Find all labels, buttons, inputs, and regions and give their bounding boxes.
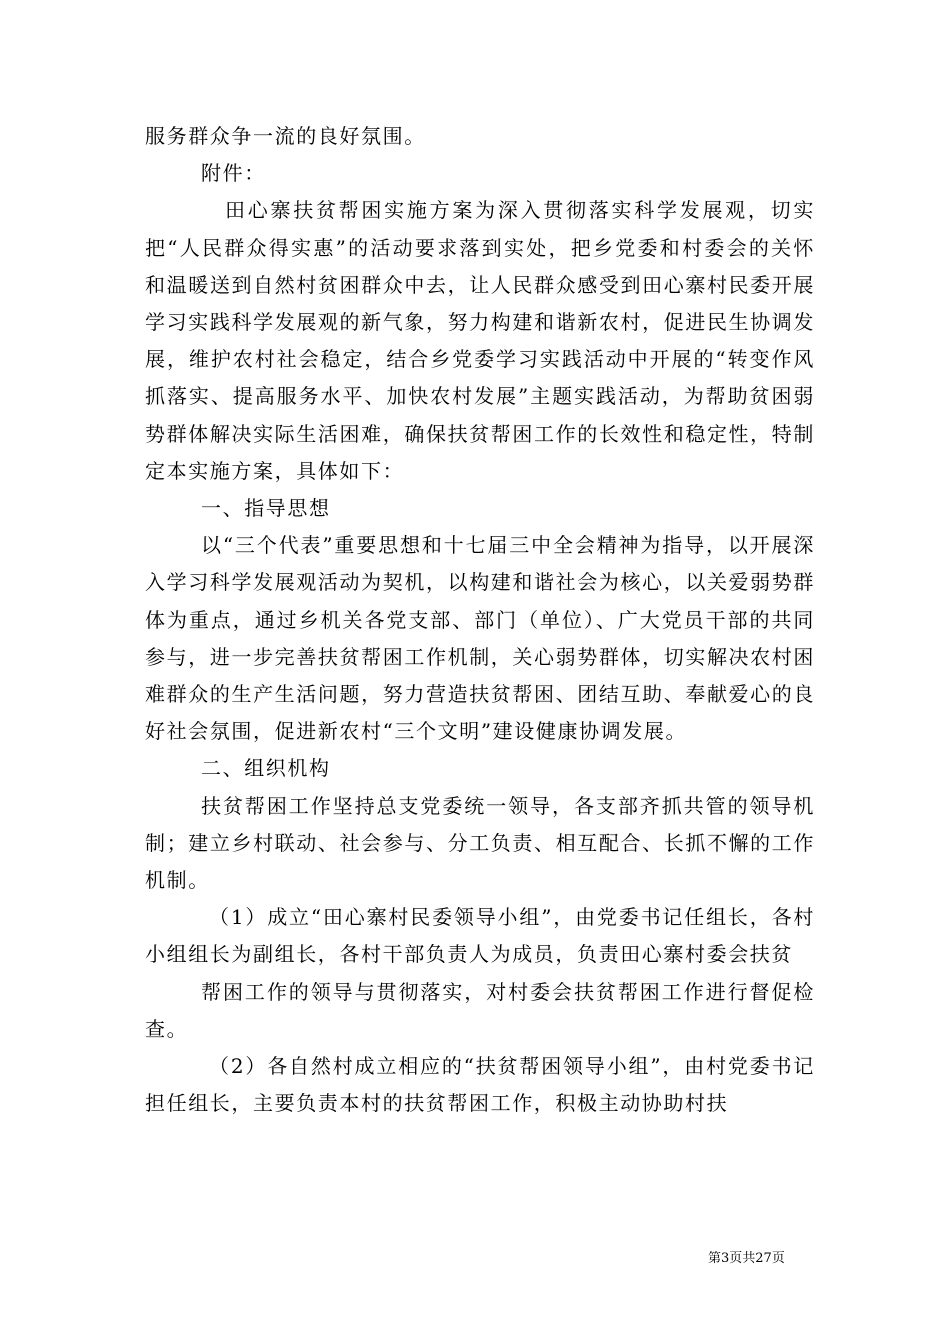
paragraph: （1）成立“田心寨村民委领导小组”，由党委书记任组长，各村小组组长为副组长，各村干部负责人为成员，负责田心寨村委会扶贫 (145, 905, 815, 967)
paragraph: 附件： (201, 161, 266, 186)
section-heading: 二、组织机构 (201, 756, 331, 781)
section-heading: 一、指导思想 (201, 496, 331, 521)
paragraph: （2）各自然村成立相应的“扶贫帮困领导小组”，由村党委书记担任组长，主要负责本村的扶贫帮困工作，积极主动协助村扶 (145, 1054, 815, 1116)
paragraph: 扶贫帮困工作坚持总支党委统一领导，各支部齐抓共管的领导机制；建立乡村联动、社会参与、分工负责、相互配合、长抓不懈的工作机制。 (145, 793, 815, 893)
page-number: 第3页共27页 (708, 1251, 785, 1266)
paragraph: 田心寨扶贫帮困实施方案为深入贯彻落实科学发展观，切实把“人民群众得实惠”的活动要求落到实处，把乡党委和村委会的关怀和温暖送到自然村贫困群众中去，让人民群众感受到田心寨村民委开展学习实践科学发展观的新气象，努力构建和谐新农村，促进民生协调发展，维护农村社会稳定，结合乡党委学习实践活动中开展的“转变作风抓落实、提高服务水平、加快农村发展”主题实践活动，为帮助贫困弱势群体解决实际生活困难，确保扶贫帮困工作的长效性和稳定性，特制定本实施方案，具体如下： (145, 198, 815, 483)
paragraph: 以“三个代表”重要思想和十七届三中全会精神为指导，以开展深入学习科学发展观活动为契机，以构建和谐社会为核心，以关爱弱势群体为重点，通过乡机关各党支部、部门（单位）、广大党员干部的共同参与，进一步完善扶贫帮困工作机制，关心弱势群体，切实解决农村困难群众的生产生活问题，努力营造扶贫帮困、团结互助、奉献爱心的良好社会氛围，促进新农村“三个文明”建设健康协调发展。 (145, 533, 815, 744)
paragraph: 服务群众争一流的良好氛围。 (145, 124, 426, 148)
document-body (145, 118, 815, 1122)
paragraph: 帮困工作的领导与贯彻落实，对村委会扶贫帮困工作进行督促检查。 (145, 979, 815, 1041)
